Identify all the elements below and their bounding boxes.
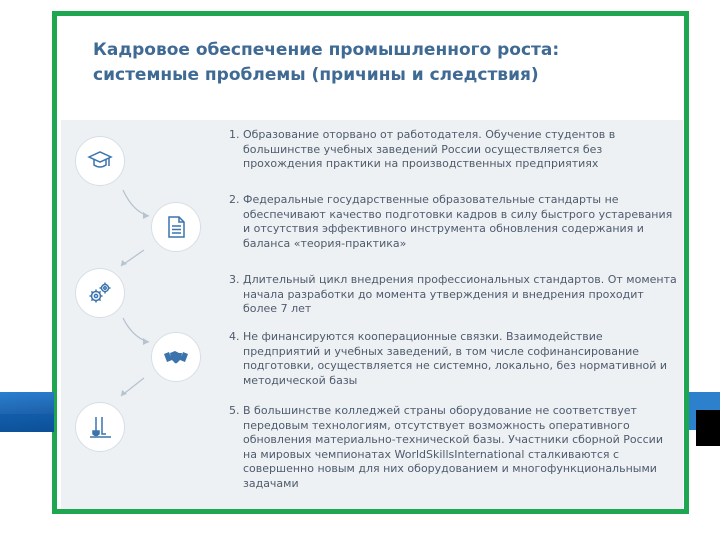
item-5-line-6: задачами bbox=[243, 476, 299, 490]
flow-arrowhead-4 bbox=[121, 390, 127, 396]
handshake-icon bbox=[151, 332, 201, 382]
content-panel bbox=[61, 120, 683, 511]
item-1-line-2: большинстве учебных заведений России осуществляется без bbox=[243, 142, 603, 156]
document-icon bbox=[151, 202, 201, 252]
graduation-cap-icon bbox=[75, 136, 125, 186]
item-1-line-3: прохождения практики на производственных предприятиях bbox=[243, 157, 599, 170]
item-3-line-3: более 7 лет bbox=[243, 302, 312, 315]
list-item bbox=[229, 330, 667, 388]
decor-block-right bbox=[696, 410, 720, 446]
flow-arrowhead-1 bbox=[143, 212, 149, 219]
item-4-line-1: 4. Не финансируются кооперационные связки. Взаимодействие bbox=[229, 330, 603, 343]
item-2-line-2: обеспечивают качество подготовки кадров в силу быстрого устаревания bbox=[243, 207, 673, 221]
list-item bbox=[229, 193, 672, 251]
item-5-line-5: совершенно новым для них оборудованием и многофункциональными bbox=[243, 462, 657, 475]
title-line-1: Кадровое обеспечение промышленного роста: bbox=[93, 40, 560, 60]
tools-icon bbox=[75, 402, 125, 452]
item-4-line-3: подготовки, осуществляется не системно, локально, без нормативной и bbox=[243, 359, 668, 372]
title-line-2: системные проблемы (причины и следствия) bbox=[93, 65, 539, 85]
item-5-line-4: на мировых чемпионатах WorldSkillsInternational сталкиваются с bbox=[243, 447, 620, 461]
list-item bbox=[229, 404, 663, 491]
item-5-line-2: передовым технологиям, отсутствует возможность оперативного bbox=[243, 418, 630, 432]
item-1-line-1: 1. Образование оторвано от работодателя. Обучение студентов в bbox=[229, 128, 616, 141]
item-5-line-3: обновления материально-технической базы. Участники сборной России bbox=[243, 433, 663, 446]
decor-strip-left-overlay bbox=[0, 414, 54, 432]
item-4-line-4: методической базы bbox=[243, 373, 358, 387]
item-2-line-4: баланса «теория-практика» bbox=[243, 236, 407, 250]
item-3-line-2: начала разработки до момента утверждения и внедрения проходит bbox=[243, 287, 644, 301]
flow-arrow-1 bbox=[123, 190, 149, 216]
gears-icon bbox=[75, 268, 125, 318]
item-5-line-1: 5. В большинстве колледжей страны оборудование не соответствует bbox=[229, 404, 637, 417]
slide-title bbox=[93, 38, 653, 88]
flow-arrowhead-3 bbox=[143, 338, 149, 345]
item-3-line-1: 3. Длительный цикл внедрения профессиональных стандартов. От момента bbox=[229, 273, 677, 286]
slide-frame bbox=[52, 11, 689, 514]
flow-arrow-3 bbox=[123, 318, 149, 342]
item-2-line-1: 2. Федеральные государственные образовательные стандарты не bbox=[229, 193, 619, 206]
list-item bbox=[229, 273, 677, 317]
item-2-line-3: и отсутствия эффективного инструмента обновления содержания и bbox=[243, 222, 644, 235]
list-item bbox=[229, 128, 615, 172]
item-4-line-2: предприятий и учебных заведений, в том числе софинансирование bbox=[243, 344, 640, 358]
